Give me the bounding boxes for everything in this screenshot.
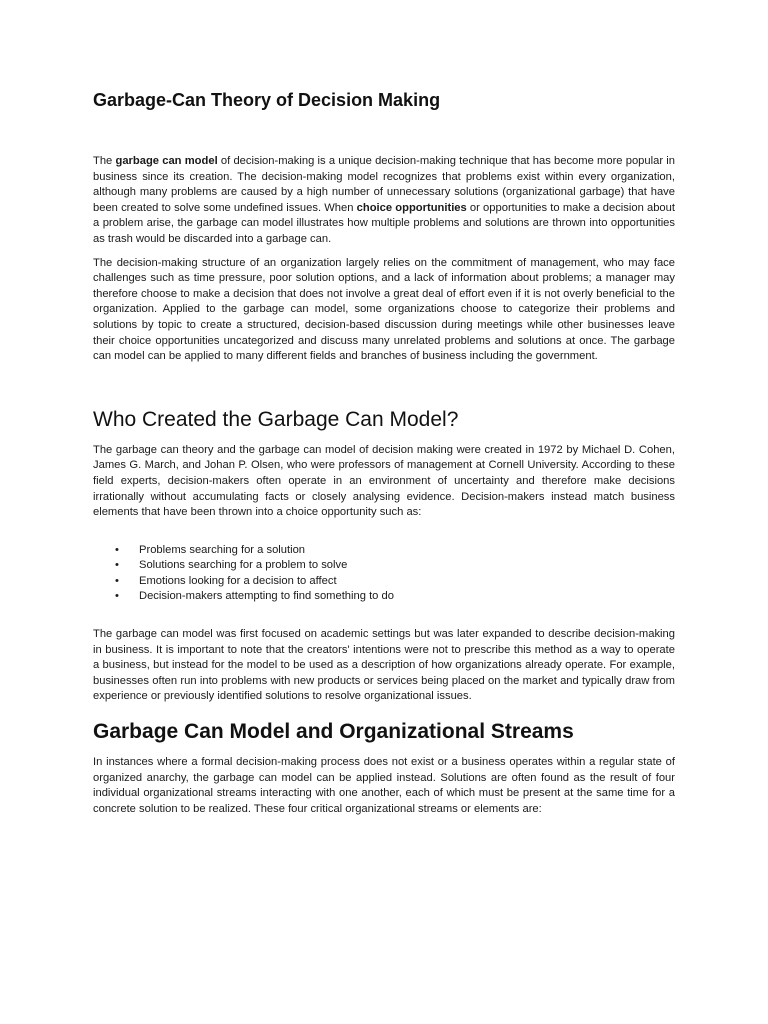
list-item: • Problems searching for a solution — [93, 543, 675, 559]
p1-text-a: The — [93, 155, 116, 167]
heading-who-created: Who Created the Garbage Can Model? — [93, 407, 459, 431]
bullet-icon: • — [115, 559, 119, 572]
p1-text-e: or opportunities to make a decision about a problem arise, the garbage can model illustrates how multiple problems and solutions are thrown into opportunities as trash would be discarded into a garbage can. — [93, 201, 675, 245]
list-item: • Emotions looking for a decision to affect — [93, 574, 675, 590]
paragraph-intro — [93, 154, 675, 248]
document-title: Garbage-Can Theory of Decision Making — [93, 90, 441, 110]
paragraph-streams: In instances where a formal decision-making process does not exist or a business operates within a regular state of organized anarchy, the garbage can model can be applied instead. Solutions are often found as the result of four individual organizational streams interacting with one another, each of which must be present at the same time for a concrete solution to be realized. These four critical organizational streams or elements are: — [93, 756, 675, 815]
heading-organizational-streams: Garbage Can Model and Organizational Streams — [93, 720, 574, 744]
paragraph-academic: The garbage can model was first focused on academic settings but was later expanded to describe decision-making in business. It is important to note that the creators' intentions were not to prescribe this method as a way to operate a business, but instead for the model to be used as a description of how organizations already operate. For example, businesses often run into problems with new products or services being placed on the market and typically draw from experience or previously identified solutions to resolve organizational issues. — [93, 628, 675, 703]
list-item: • Decision-makers attempting to find something to do — [93, 589, 675, 605]
bullet-icon: • — [115, 574, 119, 587]
elements-list — [93, 543, 675, 605]
list-item: • Solutions searching for a problem to solve — [93, 558, 675, 574]
bullet-icon: • — [115, 590, 119, 603]
paragraph-structure: The decision-making structure of an organization largely relies on the commitment of management, who may face challenges such as time pressure, poor solution options, and a lack of information about problems; a manager may therefore choose to make a decision that does not involve a great deal of effort even if it is not overly beneficial to the organization. Applied to the garbage can model, some organizations choose to categorize their problems and solutions by topic to create a structured, decision-based discussion during meetings while other businesses leave their choice opportunities uncategorized and discuss many unrelated problems and solutions at once. The garbage can model can be applied to many different fields and branches of business including the government. — [93, 256, 675, 363]
document-body — [93, 88, 675, 825]
bullet-icon: • — [115, 543, 119, 556]
paragraph-creators: The garbage can theory and the garbage can model of decision making were created in 1972 by Michael D. Cohen, James G. March, and Johan P. Olsen, who were professors of management at Cornell University. According to these field experts, decision-makers often operate in an environment of uncertainty and therefore make decisions irrationally without accumulating facts or closely analysing evidence. Decision-makers instead match business elements that have been thrown into a choice opportunity such as: — [93, 443, 675, 519]
p1-text-c: of decision-making is a unique decision-making technique that has become more popular in business since its creation. The decision-making model recognizes that problems exist within every organization, although many problems are caused by a high number of unnecessary solutions (organizational garbage) that have been created to solve some undefined issues. When — [93, 155, 675, 214]
term-choice-opportunities: choice opportunities — [356, 201, 467, 214]
term-garbage-can-model: garbage can model — [115, 155, 218, 167]
